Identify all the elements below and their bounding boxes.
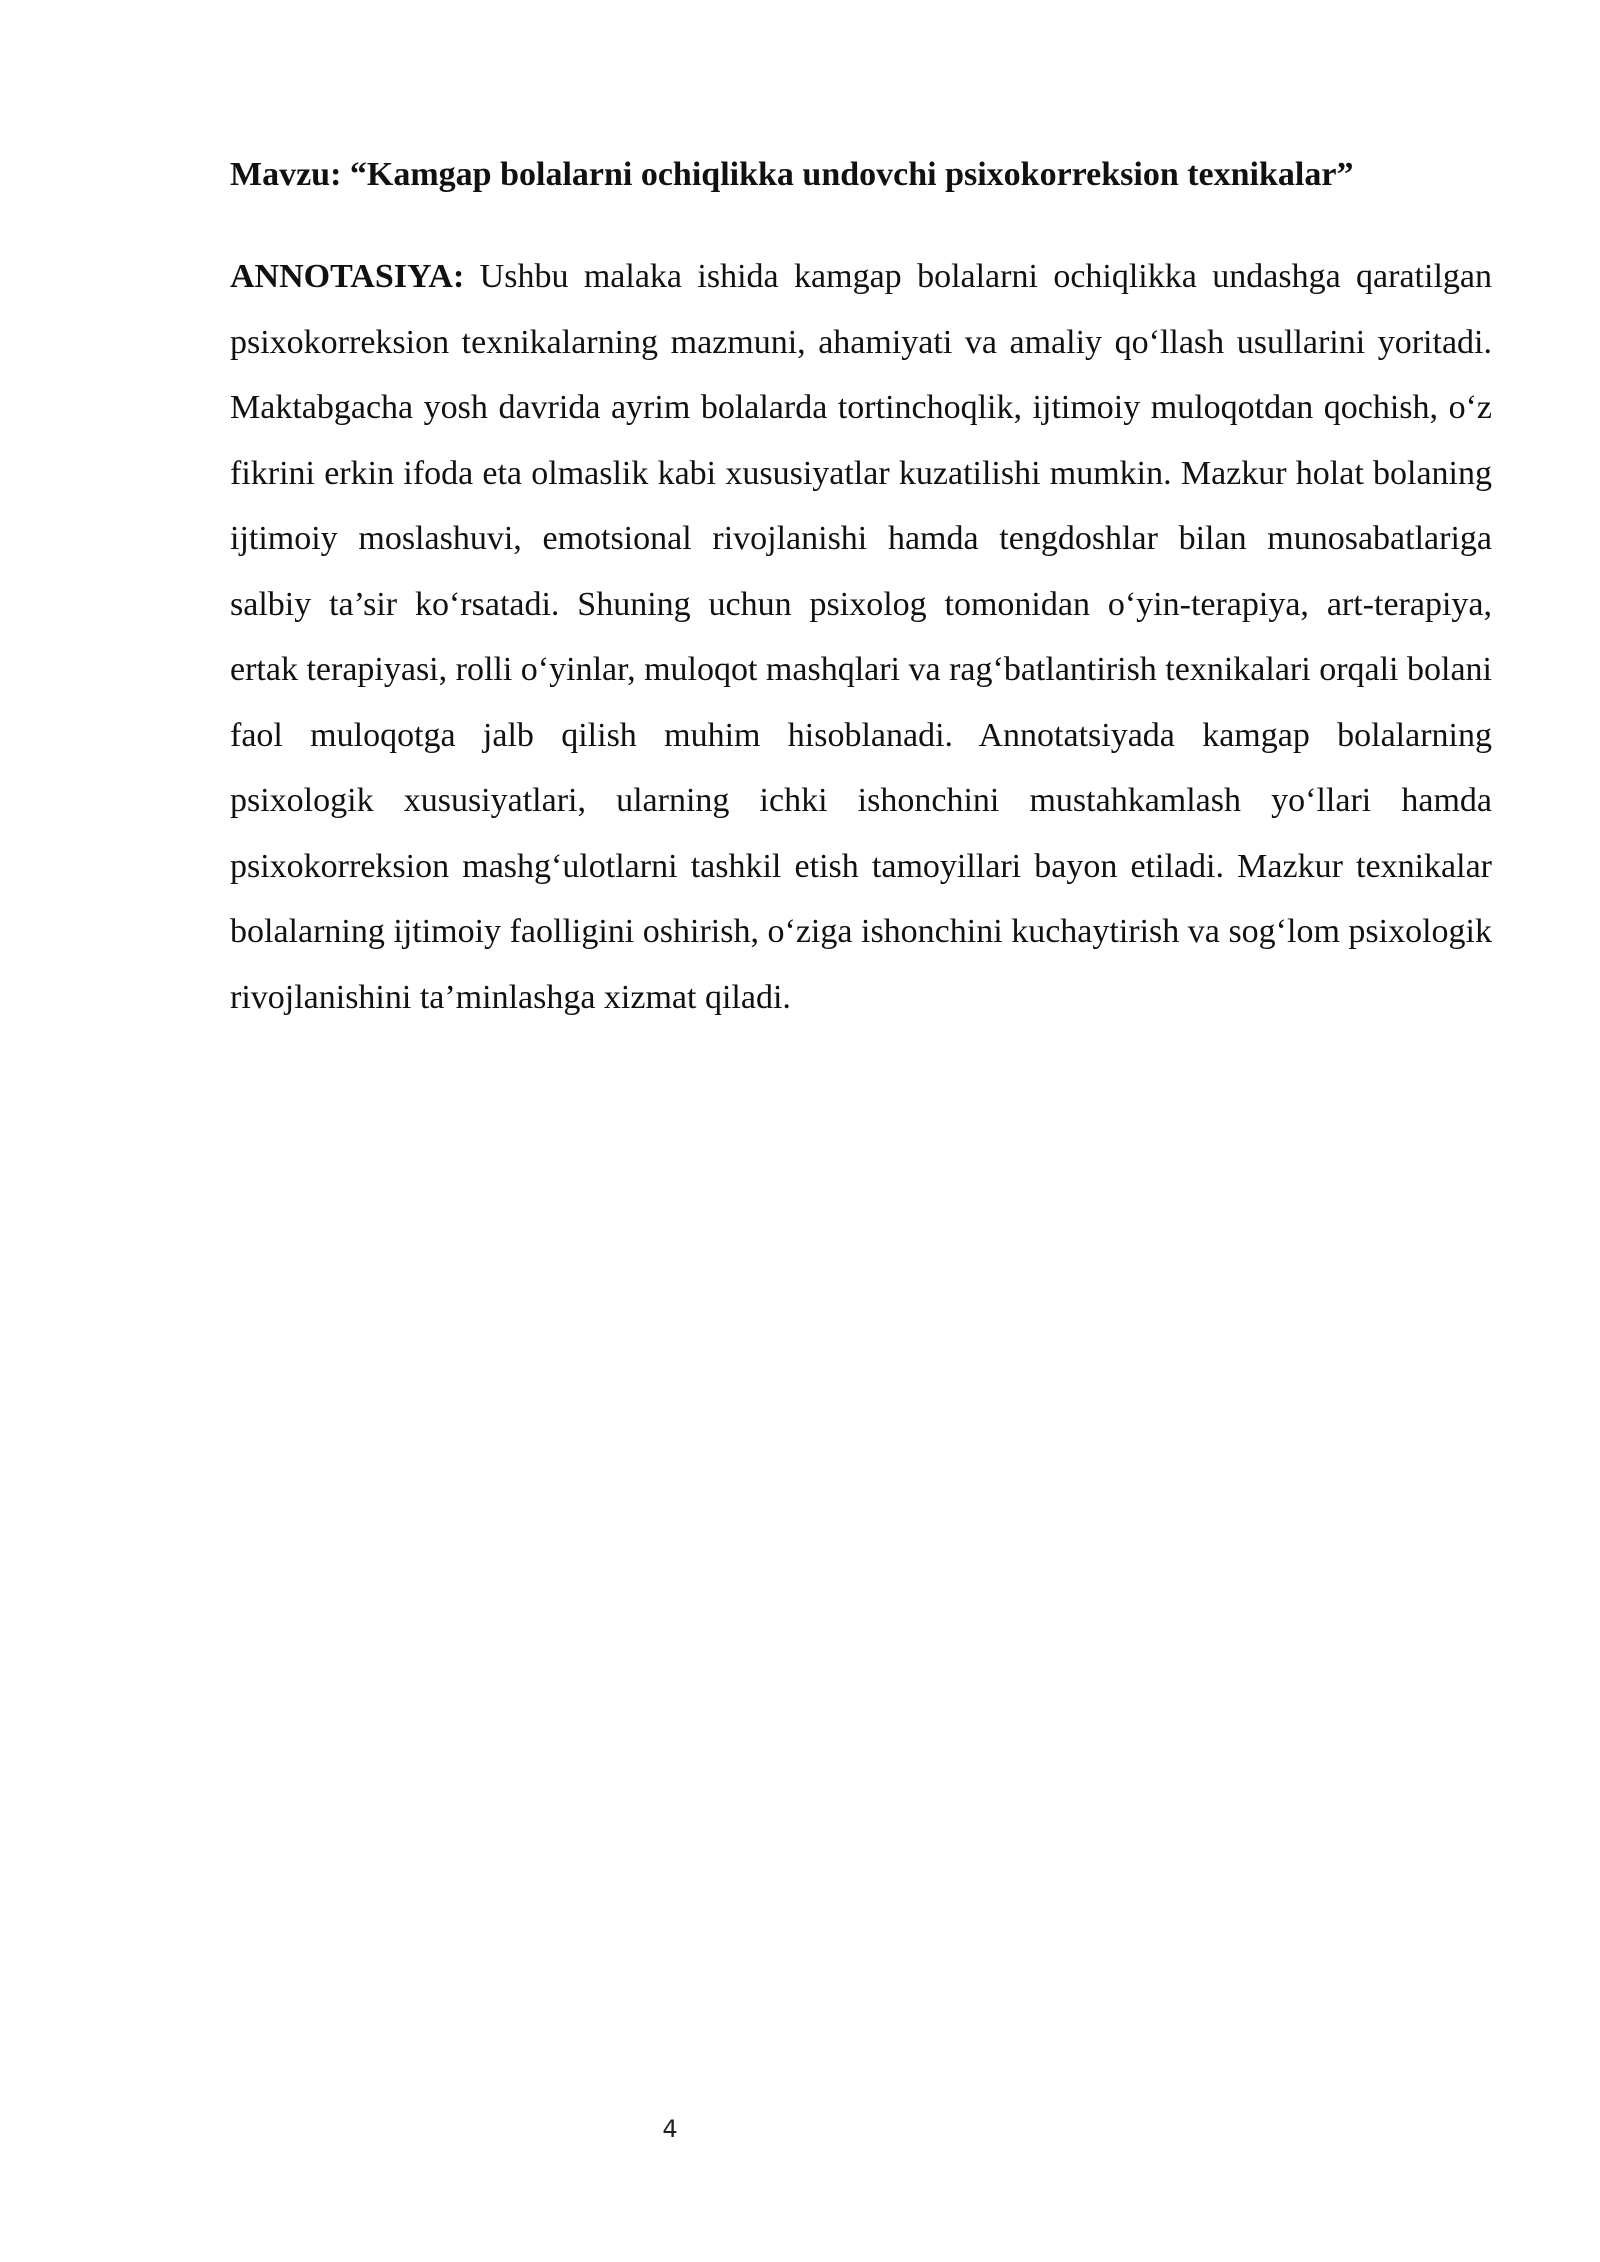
abstract-text: Ushbu malaka ishida kamgap bolalarni ochiqlikka undashga qaratilgan psixokorreksion texnikalarning mazmuni, ahamiyati va amaliy qo‘llash usullarini yoritadi. Maktabgacha yosh davrida ayrim bolalarda tortinchoqlik, ijtimoiy muloqotdan qochish, o‘z fikrini erkin ifoda eta olmaslik kabi xususiyatlar kuzatilishi mumkin. Mazkur holat bolaning ijtimoiy moslashuvi, emotsional rivojlanishi hamda tengdoshlar bilan munosabatlariga salbiy ta’sir ko‘rsatadi. Shuning uchun psixolog tomonidan o‘yin-terapiya, art-terapiya, ertak terapiyasi, rolli o‘yinlar, muloqot mashqlari va rag‘batlantirish texnikalari orqali bolani faol muloqotga jalb qilish muhim hisoblanadi. Annotatsiyada kamgap bolalarning psixologik xususiyatlari, ularning ichki ishonchini mustahkamlash yo‘llari hamda psixokorreksion mashg‘ulotlarni tashkil etish tamoyillari bayon etiladi. Mazkur texnikalar bolalarning ijtimoiy faolligini oshirish, o‘ziga ishonchini kuchaytirish va sog‘lom psixologik rivojlanishini ta’minlashga xizmat qiladi. (230, 258, 1492, 1016)
abstract-label: ANNOTASIYA: (230, 258, 465, 295)
page-number: 4 (662, 2115, 678, 2143)
page-content (230, 148, 1492, 1030)
abstract-paragraph (230, 244, 1492, 1030)
document-title: Mavzu: “Kamgap bolalarni ochiqlikka undovchi psixokorreksion texnikalar” (230, 156, 1354, 193)
